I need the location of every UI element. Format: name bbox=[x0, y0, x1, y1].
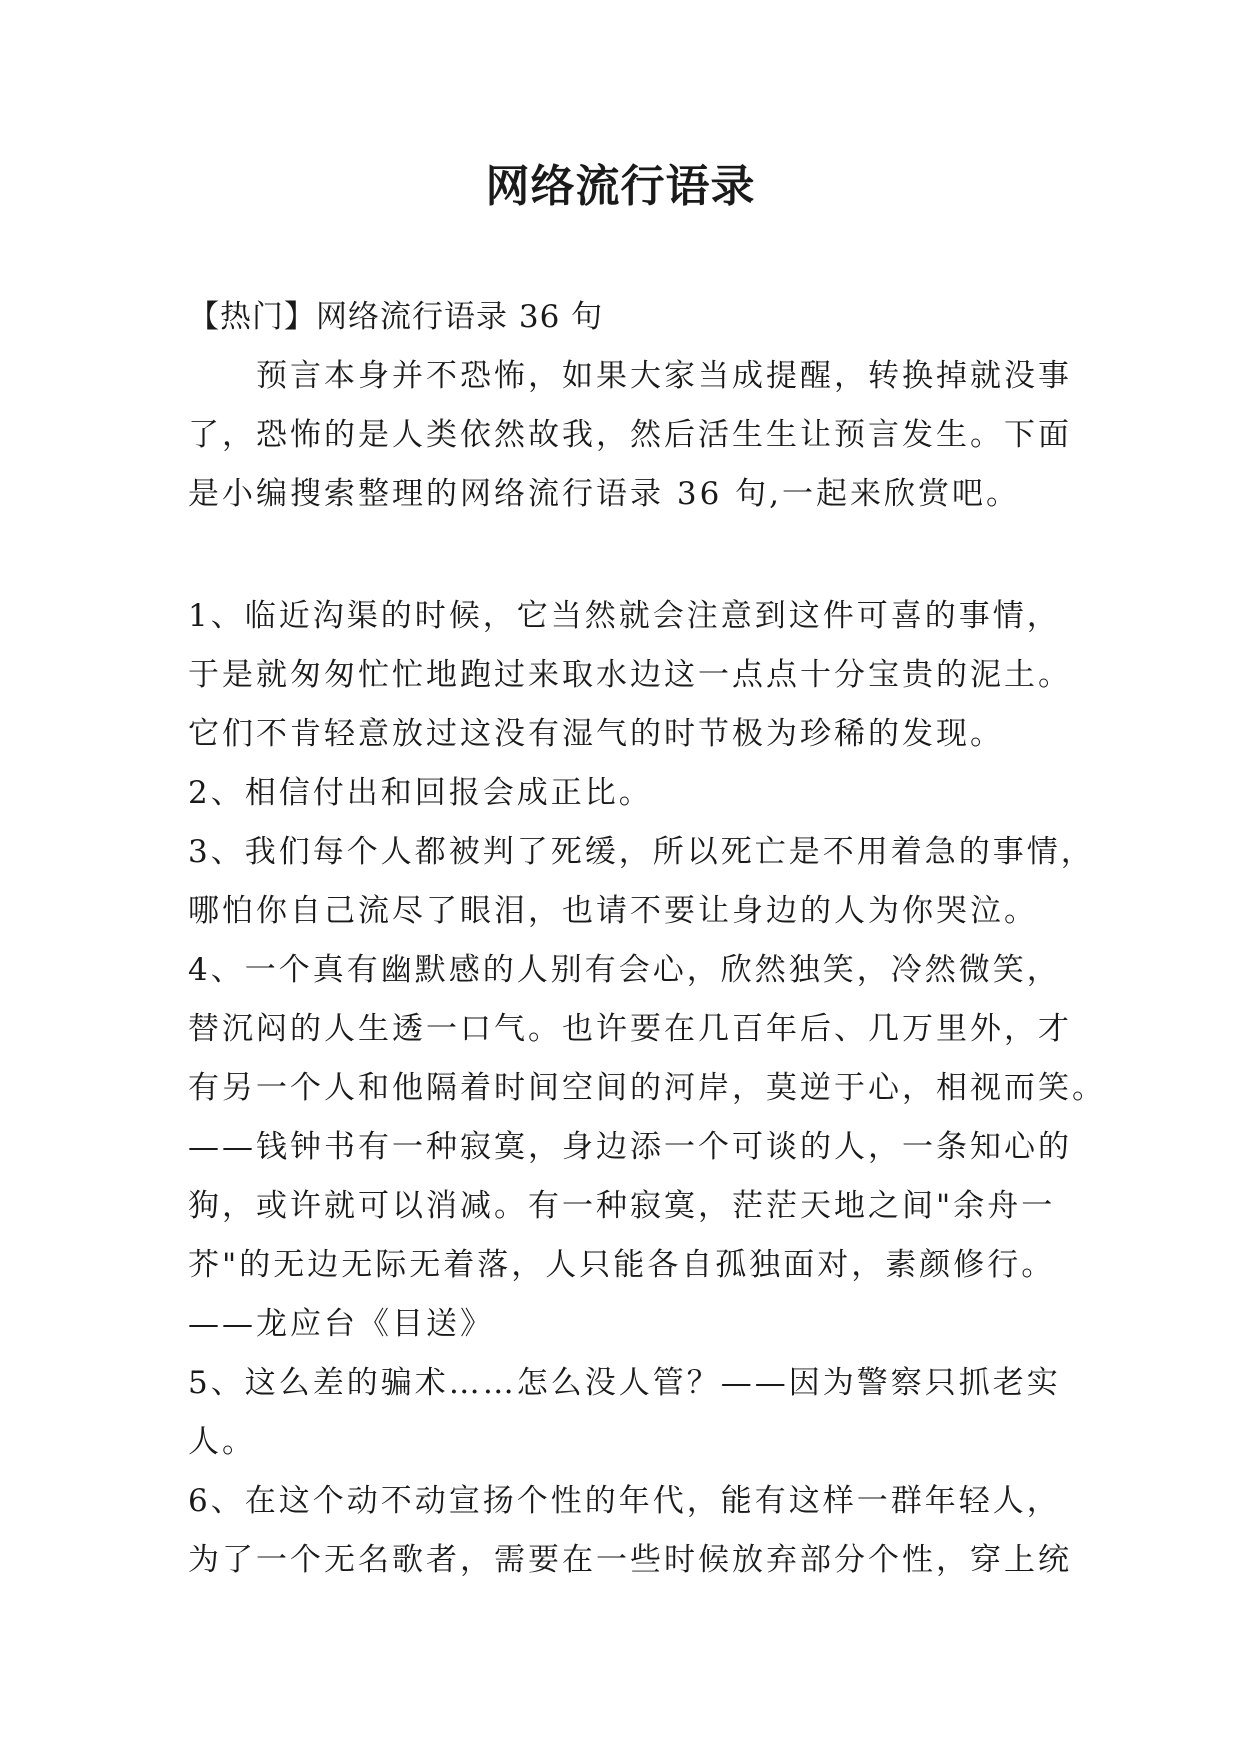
body-line: 它们不肯轻意放过这没有湿气的时节极为珍稀的发现。 bbox=[188, 716, 1004, 752]
document-title: 网络流行语录 bbox=[485, 161, 756, 212]
body-line: 人。 bbox=[188, 1424, 256, 1460]
body-line: 为了一个无名歌者，需要在一些时候放弃部分个性，穿上统 bbox=[188, 1542, 1072, 1578]
paragraph-spacer bbox=[188, 524, 1068, 587]
body-line: 6、在这个动不动宣扬个性的年代，能有这样一群年轻人， bbox=[188, 1483, 1061, 1519]
intro-line: 了，恐怖的是人类依然故我，然后活生生让预言发生。下面 bbox=[188, 417, 1072, 453]
body-line: 有另一个人和他隔着时间空间的河岸，莫逆于心，相视而笑。 bbox=[188, 1070, 1106, 1106]
body-line: 4、一个真有幽默感的人别有会心，欣然独笑，冷然微笑， bbox=[188, 952, 1061, 988]
intro-line: 预言本身并不恐怖，如果大家当成提醒，转换掉就没事 bbox=[256, 358, 1072, 394]
body-line: 3、我们每个人都被判了死缓，所以死亡是不用着急的事情， bbox=[188, 834, 1095, 870]
body-line: 哪怕你自己流尽了眼泪，也请不要让身边的人为你哭泣。 bbox=[188, 893, 1038, 929]
body-line: 替沉闷的人生透一口气。也许要在几百年后、几万里外，才 bbox=[188, 1011, 1072, 1047]
body-line: 5、这么差的骗术……怎么没人管？——因为警察只抓老实 bbox=[188, 1365, 1061, 1401]
body-line: 2、相信付出和回报会成正比。 bbox=[188, 775, 653, 811]
body-line: 狗，或许就可以消减。有一种寂寞，茫茫天地之间"余舟一 bbox=[188, 1188, 1056, 1224]
document-body bbox=[188, 288, 1106, 1590]
body-line: 1、临近沟渠的时候，它当然就会注意到这件可喜的事情， bbox=[188, 598, 1061, 634]
body-line: 芥"的无边无际无着落，人只能各自孤独面对，素颜修行。 bbox=[188, 1247, 1056, 1283]
body-line: 于是就匆匆忙忙地跑过来取水边这一点点十分宝贵的泥土。 bbox=[188, 657, 1072, 693]
intro-line: 是小编搜索整理的网络流行语录 36 句,一起来欣赏吧。 bbox=[188, 476, 1021, 512]
document-subtitle: 【热门】网络流行语录 36 句 bbox=[188, 299, 604, 335]
body-line: ——龙应台《目送》 bbox=[188, 1306, 494, 1342]
body-line: ——钱钟书有一种寂寞，身边添一个可谈的人，一条知心的 bbox=[188, 1129, 1072, 1165]
